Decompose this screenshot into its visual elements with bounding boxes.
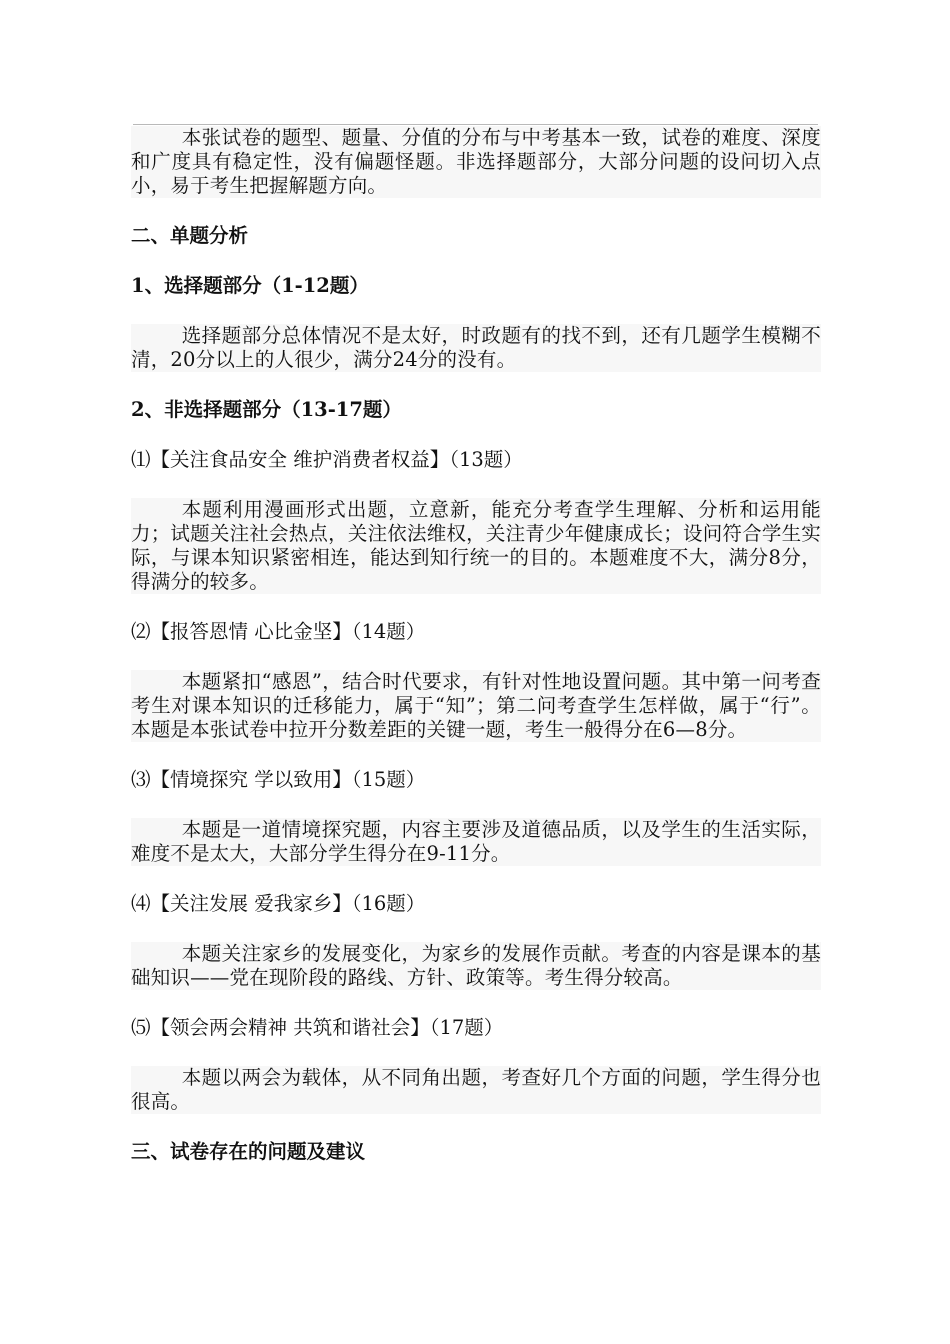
question-17-analysis: 本题以两会为载体，从不同角出题，考查好几个方面的问题，学生得分也很高。 <box>131 1066 821 1113</box>
question-13-analysis: 本题利用漫画形式出题，立意新，能充分考查学生理解、分析和运用能力；试题关注社会热点，关注依法维权，关注青少年健康成长；设问符合学生实际，与课本知识紧密相连，能达到知行统一的目的。本题难度不大，满分8分，得满分的较多。 <box>131 498 821 593</box>
section-2-heading: 二、单题分析 <box>131 224 249 247</box>
question-13-block <box>131 498 821 594</box>
question-14-analysis: 本题紧扣“感恩”，结合时代要求，有针对性地设置问题。其中第一问考查考生对课本知识的迁移能力，属于“知”；第二问考查学生怎样做，属于“行”。本题是本张试卷中拉开分数差距的关键一题，考生一般得分在6—8分。 <box>131 670 821 741</box>
question-17-block <box>131 1066 821 1114</box>
question-15-block <box>131 818 821 866</box>
question-15-title: ⑶【情境探究 学以致用】（15题） <box>131 768 426 791</box>
question-16-block <box>131 942 821 990</box>
question-17-title: ⑸【领会两会精神 共筑和谐社会】（17题） <box>131 1016 504 1039</box>
question-14-block <box>131 670 821 742</box>
intro-paragraph: 本张试卷的题型、题量、分值的分布与中考基本一致，试卷的难度、深度和广度具有稳定性，没有偏题怪题。非选择题部分，大部分问题的设问切入点小，易于考生把握解题方向。 <box>131 126 821 197</box>
intro-block <box>131 126 821 198</box>
question-14-title: ⑵【报答恩情 心比金坚】（14题） <box>131 620 426 643</box>
question-13-title: ⑴【关注食品安全 维护消费者权益】（13题） <box>131 448 523 471</box>
part-1-paragraph: 选择题部分总体情况不是太好，时政题有的找不到，还有几题学生模糊不清，20分以上的人很少，满分24分的没有。 <box>131 324 821 371</box>
question-16-title: ⑷【关注发展 爱我家乡】（16题） <box>131 892 426 915</box>
part-1-heading: 1、选择题部分（1-12题） <box>131 274 369 297</box>
section-3-heading: 三、试卷存在的问题及建议 <box>131 1140 366 1163</box>
document-body <box>131 126 821 1164</box>
question-16-analysis: 本题关注家乡的发展变化，为家乡的发展作贡献。考查的内容是课本的基础知识——党在现阶段的路线、方针、政策等。考生得分较高。 <box>131 942 821 989</box>
question-15-analysis: 本题是一道情境探究题，内容主要涉及道德品质，以及学生的生活实际，难度不是太大，大部分学生得分在9-11分。 <box>131 818 821 865</box>
part-2-heading: 2、非选择题部分（13-17题） <box>131 398 402 421</box>
top-divider <box>133 124 818 125</box>
part-1-block <box>131 324 821 372</box>
